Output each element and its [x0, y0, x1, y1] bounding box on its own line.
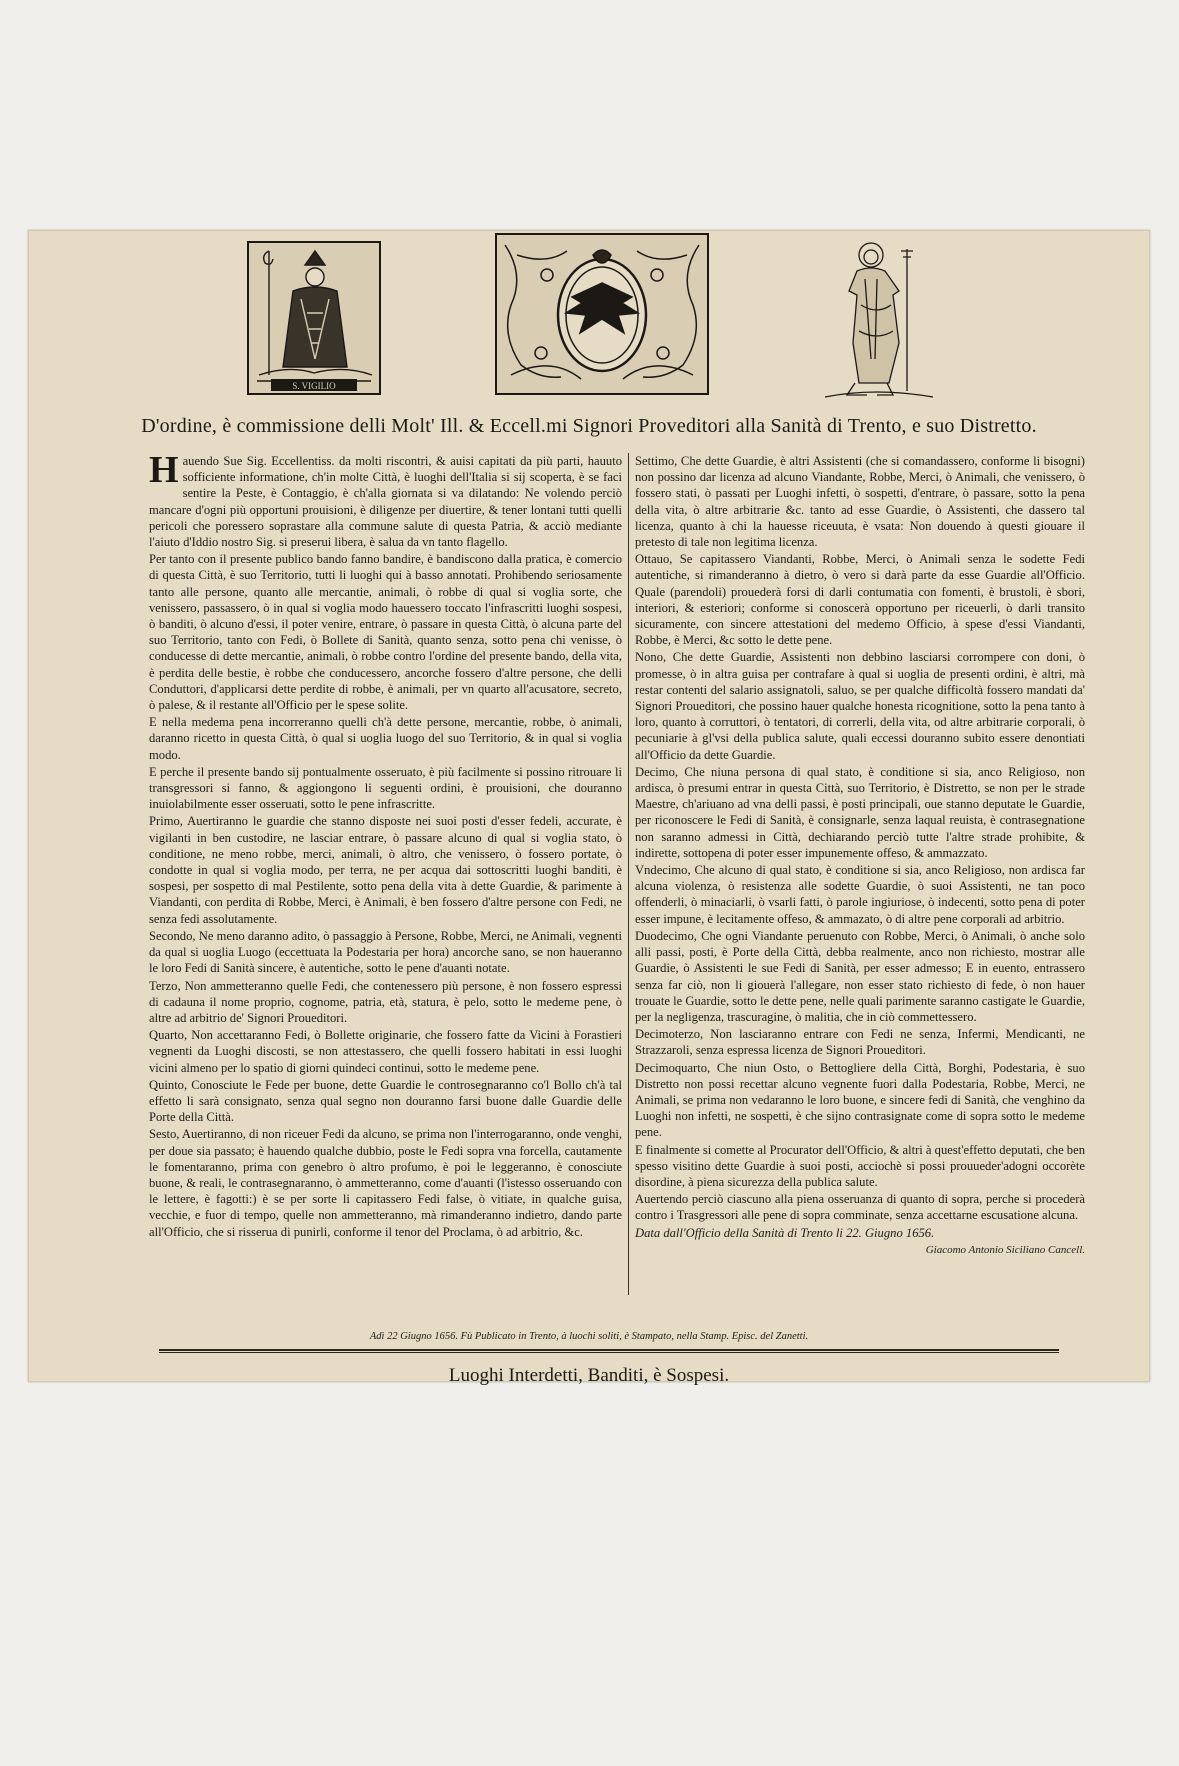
saint-pilgrim-woodcut	[815, 235, 943, 403]
drop-cap-icon: H	[149, 449, 179, 491]
date-line: Data dall'Officio della Sanità di Trento li 22. Giugno 1656.	[635, 1225, 935, 1240]
paragraph: Quinto, Conosciute le Fede per buone, dette Guardie le controsegnaranno co'l Bollo ch'à tal effetto li sarà consignato, senza qual segno non douranno farsi buone dalle Guardie delle Porte della Città.	[149, 1077, 622, 1125]
paragraph: Ottauo, Se capitassero Viandanti, Robbe, Merci, ò Animali senza le sodette Fedi autentiche, si rimanderanno à dietro, ò vero si darà parte da esse Guardie all'Officio. Quale (parendoli) prouederà forsi di darli contumatia con fomenti, è brustoli, è sbori, interiori, & esteriori; conforme si conoscerà opportuno per riceuerli, ò darli transito sicuramente, con sincere attestationi del medemo Officio, à spese d'essi Viandanti, Robbe, è Merci, &c sotto le dette pene.	[635, 552, 1085, 648]
paragraph: Per tanto con il presente publico bando fanno bandire, è bandiscono dalla pratica, è comercio di questa Città, è suo Territorio, tutti li luoghi qui à basso annotati. Prohibendo seriosamente tanto alle persone, quanto alle mercantie, animali, ò robbe di qual si voglia sorte, che venissero, passassero, ò in qual si voglia modo hauessero toccato l'infrascritti luoghi sospesi, ò banditi, ò alcuno d'essi, il poter venire, entrare, ò passare in questa Città, ò alcuna parte del suo Territorio, tanto con Fedi, ò Bollete di Sanità, quanto senza, sotto pena chi venisse, ò conducesse di dette mercantie, animali, ò robbe contro l'ordine del presente bando, della vita, è perdita delle bestie, è robbe che conducessero, ancorche fossero d'altre persone, che delli Conduttori, d'applicarsi dette perdite di robbe, è animali, per vn quarto all'acusatore, secreto, ò palese, & il restante all'Officio per le spese solite.	[149, 552, 622, 713]
paragraph-text: auendo Sue Sig. Eccellentiss. da molti riscontri, & auisi capitati da più parti, hauuto sofficiente informatione, ch'in molte Città, è luoghi dell'Italia si sij scoperta, è se faci sentire la Peste, è Contaggio, è ch'alla giornata si va dilatando: Ne volendo perciò mancare d'ogni più opportuni prouisioni, è diligenze per diuertire, & tener lontani tutti quelli pericoli che poressero soprastare alla commune salute di questa Patria, & acciò mediante l'aiuto d'Iddio nostro Sig. si preserui libera, è salua da vn tanto flagello.	[149, 454, 622, 550]
rule-divider	[159, 1349, 1059, 1351]
paragraph: Terzo, Non ammetteranno quelle Fedi, che contenessero più persone, è non fossero espressi di cadauna il nome proprio, cognome, patria, età, statura, è pelo, sotto le medeme pene, ò altre ad arbitrio de' Signori Proueditori.	[149, 978, 622, 1025]
paragraph: Nono, Che dette Guardie, Assistenti non debbino lasciarsi corrompere con doni, ò promesse, ò in altra guisa per contrafare à qual si uoglia de presenti ordini, è altri, mà restar contenti del salario assignatoli, saluo, se per qualche difficoltà fossero mandati da' Signori Proueditori, che possino hauer qualche honesta ricognitione, sotto la pena tanto à loro, quanto à corruttori, ò tentatori, di correrli, della vita, od altre arbitrarie corporali, ò pecuniarie à gl'vsi della publica salute, quali eccessi douranno subito essere denontiati all'Officio da dette Guardie.	[635, 650, 1085, 762]
signature: Giacomo Antonio Siciliano Cancell.	[925, 1243, 1085, 1256]
proclamation-sheet	[28, 230, 1150, 1386]
paragraph: Auertendo perciò ciascuno alla piena osseruanza di quanto di sopra, perche si procederà contro i Trasgressori alle pene di sopra comminate, senza accettarne escusatione alcuna.	[635, 1192, 1085, 1223]
footer-title: Luoghi Interdetti, Banditi, è Sospesi.	[448, 1365, 730, 1386]
saint-pilgrim-icon	[815, 235, 943, 403]
paragraph: Duodecimo, Che ogni Viandante peruenuto con Robbe, Merci, ò Animali, ò anche solo alli passi, posti, è Porte della Città, debba realmente, anco non richiesto, mostrar alle Guardie, ò Assistenti le sue Fedi di Sanità, per esser admesso; E in euento, entrassero senza far ciò, non li giouerà l'allegare, non esser stato richiesto di fede, ò non hauer trouate le Guardie, sotto le dette pene, nelle quali parimente saranno castigate le Guardie, per la negligenza, trascuragine, ò malitia, che in ciò commettessero.	[635, 928, 1085, 1024]
paragraph: E perche il presente bando sij pontualmente osseruato, è più facilmente si possino ritrouare li transgressori si fanno, & aggiongono li seguenti ordini, è prouisioni, che douranno inuiolabilmente esser osseruati, sotto le pene infrascritte.	[149, 764, 622, 812]
paragraph: Primo, Auertiranno le guardie che stanno disposte nei suoi posti d'esser fedeli, accurate, è vigilanti in ben custodire, ne lasciar entrare, ò passare alcuno di qual si voglia stato, ò conditione, ne meno robbe, merci, animali, ò altro, che venissero, ò fossero portate, ò condotte in qual si voglia modo, per terra, ne per acqua dai sottoscritti luoghi banditi, è sospesi, per sospetto di mal Pestilente, sotto pena della vita à dette Guardie, & parimente à Viandanti, con perdita di Robbe, Merci, è Animali, è ben fossero d'altre persone con Fedi, ne senza fedi assolutamente.	[149, 814, 622, 926]
proclamation-title: D'ordine, è commissione delli Molt' Ill. & Eccell.mi Signori Proveditori alla Sanità di Trento, e suo Distretto.	[141, 415, 1037, 437]
paragraph: E finalmente si comette al Procurator dell'Officio, & altri à quest'effetto deputati, che ben spesso visitino dette Guardie à suoi posti, acciochè si possi prouueder'adogni occorète disordine, à piena sicurezza della publica salute.	[635, 1142, 1085, 1189]
paragraph: Vndecimo, Che alcuno di qual stato, è conditione si sia, anco Religioso, non ardisca far alcuna violenza, ò resistenza alle sodette Guardie, ò suoi Assistenti, ne tan poco offenderli, ò minaciarli, ò vsarli fatti, ò parole ingiuriose, ò indecenti, sotto pena di poter esser impune, è lecitamente offeso, & ammazato, ò di altre pene corporali ad arbitrio.	[635, 863, 1085, 926]
paragraph: Settimo, Che dette Guardie, è altri Assistenti (che si comandassero, conforme li bisogni) non possino dar licenza ad alcuno Viandante, Robbe, Merci, ò Animali, che venissero, ò fossero stati, ò passati per Luoghi infetti, ò sospetti, d'entrare, ò passare, sotto la pena della vita, ò altre arbitrarie &c. tanto ad esse Guardie, ò Assistenti, che dassero tal licenza, quanto à chi la hauesse riceuuta, è vsata: Non douendo à questi giouare il pretesto di tale non legitima licenza.	[635, 454, 1085, 550]
column-divider	[628, 453, 629, 1295]
left-column	[149, 449, 623, 1240]
paragraph: Sesto, Auertiranno, di non riceuer Fedi da alcuno, se prima non l'interrogaranno, onde venghi, per doue sia passato; è hauendo qualche dubbio, poste le Fedi sopra vna forcella, cautamente le fomentaranno, prima con genebro ò altro profumo, è poi le leggeranno, è conosciute buone, & reali, le contrasegnaranno, ò ammetteranno, come d'auanti (l'istesso osseruando con le lettere, è fagotti:) è se per sorte li capitassero Fedi false, ò vitiate, in qualche guisa, vecchie, e fuor di tempo, quelle non ammetteranno, mà rimanderanno indietro, dando parte all'Officio, che si risserua di punirli, conforme il tenor del Proclama, ò ad arbitrio, &c.	[149, 1127, 623, 1239]
imprint-line: Adì 22 Giugno 1656. Fù Publicato in Trento, à luochi soliti, è Stampato, nella Stamp. Episc. del Zanetti.	[369, 1331, 809, 1342]
saint-bishop-icon	[249, 243, 379, 393]
paragraph: Decimoterzo, Non lasciaranno entrare con Fedi ne senza, Infermi, Mendicanti, ne Strazzaroli, senza espressa licenza de Signori Proueditori.	[635, 1027, 1085, 1058]
paragraph	[149, 449, 622, 550]
paragraph: Decimo, Che niuna persona di qual stato, è conditione si sia, anco Religioso, non ardisca, ò presumi entrar in questa Città, suo Territorio, è Distretto, se non per le strade Maestre, ch'ariuano ad vna delli passi, è posti principali, oue stanno deputate le Guardie, per riconoscere le Fedi di Sanità, è consignarle, senza laqual reuista, è contrasegnatione non saranno admessi in Città, dechiarando perciò tutte l'altre strade prohibite, & indirette, sottopena di poter esser impunemente offeso, & ammazzato.	[635, 764, 1085, 860]
paragraph: Secondo, Ne meno daranno adito, ò passaggio à Persone, Robbe, Merci, ne Animali, vegnenti da qual si uoglia Luogo (eccettuata la Podestaria per hora) ancorche sano, se non haueranno le loro Fedi di Sanità sincere, è autentiche, sotto le pene d'auanti notate.	[149, 928, 622, 976]
paragraph: Quarto, Non accettaranno Fedi, ò Bollette originarie, che fossero fatte da Vicini à Forastieri vegnenti da Luoghi discosti, se non attestassero, che quelli fossero habitati in essi luoghi vicini almeno per lo spatio di giorni quindeci continui, sotto le medeme pene.	[149, 1028, 622, 1075]
paragraph: Decimoquarto, Che niun Osto, o Bettogliere della Città, Borghi, Podestaria, è suo Distretto non possi recettar alcuno vegnente fuori dalla Podestaria, Robbe, Merci, ne Animali, se prima non vedaranno le loro buone, e sincere fedi di Sanità, che venghino da Luoghi non infetti, ne sospetti, è che sijno contrasignate come di sopra sotto le medeme pene.	[635, 1060, 1085, 1140]
eagle-coat-of-arms-icon	[497, 235, 707, 393]
woodcut-caption: S. VIGILIO	[292, 381, 336, 391]
coat-of-arms-woodcut	[495, 233, 709, 395]
right-column	[635, 453, 1085, 1258]
saint-bishop-woodcut	[247, 241, 381, 395]
rule-divider	[159, 1352, 1059, 1353]
paragraph: E nella medema pena incorreranno quelli ch'à dette persone, mercantie, robbe, ò animali, daranno ricetto in questa Città, ò qual si uoglia luogo del suo Territorio, & in qual si voglia modo.	[149, 715, 622, 762]
